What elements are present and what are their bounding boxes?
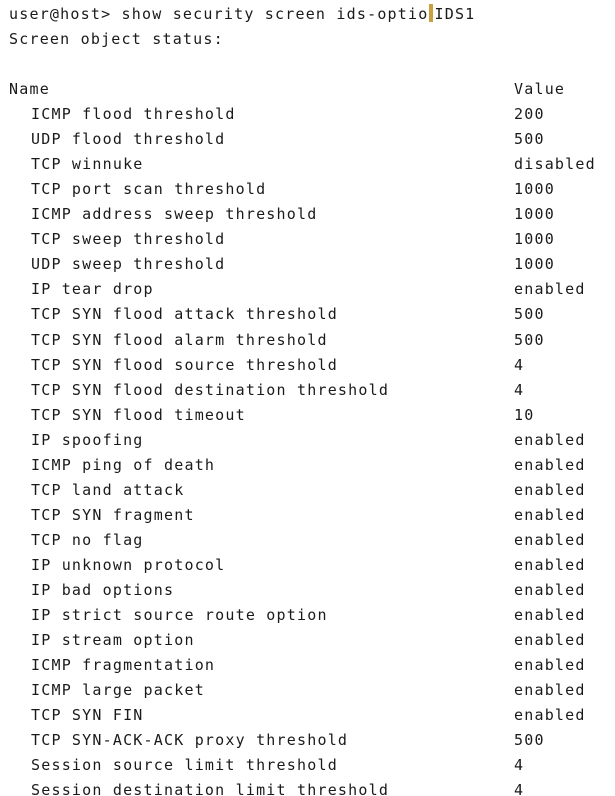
table-row xyxy=(9,728,609,753)
table-row xyxy=(9,553,609,578)
option-name: TCP SYN flood timeout xyxy=(31,405,246,424)
option-name: TCP SYN flood alarm threshold xyxy=(31,330,328,349)
option-value: 500 xyxy=(514,305,545,324)
option-value: 1000 xyxy=(514,180,555,199)
option-value: 4 xyxy=(514,380,525,399)
option-name: ICMP flood threshold xyxy=(31,105,236,123)
option-value: 1000 xyxy=(514,230,555,249)
table-row xyxy=(9,678,609,703)
option-name: ICMP fragmentation xyxy=(31,656,216,675)
option-name: IP bad options xyxy=(31,581,175,599)
table-row xyxy=(9,453,609,478)
table-row xyxy=(9,503,609,528)
option-value: 1000 xyxy=(514,255,555,274)
option-name: IP strict source route option xyxy=(31,606,328,624)
option-value: enabled xyxy=(514,631,586,650)
table-row xyxy=(9,653,609,678)
table-row xyxy=(9,252,609,277)
table-row xyxy=(9,778,609,796)
option-name: ICMP address sweep threshold xyxy=(31,205,318,224)
option-value: 500 xyxy=(514,330,545,349)
option-value: enabled xyxy=(514,455,586,474)
table-row xyxy=(9,277,609,302)
option-value: enabled xyxy=(514,706,586,725)
status-text: Screen object status: xyxy=(9,30,224,48)
option-value: disabled xyxy=(514,155,596,174)
option-name: Session source limit threshold xyxy=(31,756,338,775)
table-row xyxy=(9,302,609,327)
text-cursor xyxy=(429,4,433,22)
option-name: TCP SYN-ACK-ACK proxy threshold xyxy=(31,731,349,750)
table-row xyxy=(9,353,609,378)
header-name: Name xyxy=(9,80,50,98)
table-row xyxy=(9,177,609,202)
table-row xyxy=(9,528,609,553)
option-value: 4 xyxy=(514,355,525,374)
option-name: IP spoofing xyxy=(31,430,144,449)
table-row xyxy=(9,753,609,778)
option-value: enabled xyxy=(514,530,586,549)
option-value: 500 xyxy=(514,731,545,750)
option-name: TCP SYN flood attack threshold xyxy=(31,305,338,324)
option-name: Session destination limit threshold xyxy=(31,781,390,796)
table-row xyxy=(9,102,609,127)
option-value: enabled xyxy=(514,430,586,449)
option-value: enabled xyxy=(514,681,586,700)
option-name: TCP SYN fragment xyxy=(31,505,195,524)
option-value: enabled xyxy=(514,555,586,574)
option-value: enabled xyxy=(514,505,586,524)
table-row xyxy=(9,628,609,653)
table-row xyxy=(9,328,609,353)
option-value: enabled xyxy=(514,480,586,499)
option-name: ICMP ping of death xyxy=(31,455,216,474)
option-name: TCP land attack xyxy=(31,480,185,499)
option-name: TCP port scan threshold xyxy=(31,180,267,199)
option-name: UDP sweep threshold xyxy=(31,255,226,274)
table-row xyxy=(9,478,609,503)
option-value: enabled xyxy=(514,581,586,599)
option-name: TCP sweep threshold xyxy=(31,230,226,249)
table-header xyxy=(9,77,609,102)
option-value: 10 xyxy=(514,405,535,424)
option-name: IP stream option xyxy=(31,631,195,650)
table-row xyxy=(9,578,609,603)
option-value: 1000 xyxy=(514,205,555,224)
option-value: 4 xyxy=(514,781,525,796)
table-row xyxy=(9,152,609,177)
option-name: TCP SYN flood destination threshold xyxy=(31,380,390,399)
table-row xyxy=(9,227,609,252)
table-row xyxy=(9,378,609,403)
option-name: TCP SYN flood source threshold xyxy=(31,355,338,374)
option-name: TCP winnuke xyxy=(31,155,144,174)
table-row xyxy=(9,403,609,428)
table-row xyxy=(9,703,609,728)
option-name: UDP flood threshold xyxy=(31,130,226,148)
command-argument: IDS1 xyxy=(434,5,476,23)
option-value: 500 xyxy=(514,130,545,148)
prompt: user@host> xyxy=(9,5,112,23)
option-value: enabled xyxy=(514,606,586,624)
option-name: IP unknown protocol xyxy=(31,555,226,574)
command-line xyxy=(9,2,475,27)
table-row xyxy=(9,202,609,227)
option-value: 4 xyxy=(514,756,525,775)
header-value: Value xyxy=(514,80,566,98)
option-name: TCP SYN FIN xyxy=(31,706,144,725)
table-row xyxy=(9,428,609,453)
option-name: TCP no flag xyxy=(31,530,144,549)
option-value: enabled xyxy=(514,656,586,675)
table-row xyxy=(9,127,609,152)
option-name: ICMP large packet xyxy=(31,681,205,700)
table-row xyxy=(9,603,609,628)
command-text: show security screen ids-optio xyxy=(121,5,429,23)
option-value: 200 xyxy=(514,105,545,123)
option-name: IP tear drop xyxy=(31,280,154,299)
option-value: enabled xyxy=(514,280,586,299)
